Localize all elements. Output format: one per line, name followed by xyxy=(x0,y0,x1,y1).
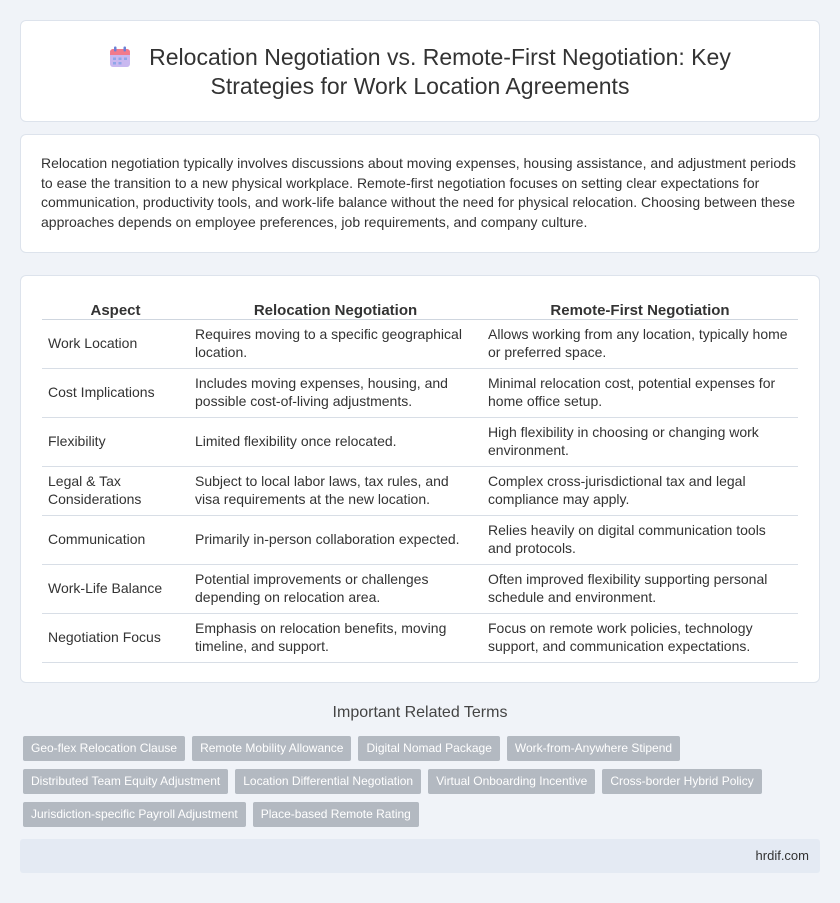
header-relocation: Relocation Negotiation xyxy=(189,297,482,319)
related-term-tag[interactable]: Geo-flex Relocation Clause xyxy=(23,736,185,761)
cell-remote-first: High flexibility in choosing or changing work environment. xyxy=(482,417,798,466)
page-title: Relocation Negotiation vs. Remote-First Negotiation: Key Strategies for Work Location Agreements xyxy=(149,44,731,99)
cell-aspect: Flexibility xyxy=(42,417,189,466)
related-term-tag[interactable]: Remote Mobility Allowance xyxy=(192,736,351,761)
comparison-table xyxy=(42,297,798,663)
related-term-tag[interactable]: Location Differential Negotiation xyxy=(235,769,421,794)
cell-relocation: Requires moving to a specific geographical location. xyxy=(189,319,482,368)
cell-aspect: Negotiation Focus xyxy=(42,613,189,662)
cell-relocation: Limited flexibility once relocated. xyxy=(189,417,482,466)
cell-relocation: Primarily in-person collaboration expected. xyxy=(189,515,482,564)
related-terms-title: Important Related Terms xyxy=(332,704,508,721)
related-term-tag[interactable]: Virtual Onboarding Incentive xyxy=(428,769,595,794)
cell-remote-first: Focus on remote work policies, technology support, and communication expectations. xyxy=(482,613,798,662)
related-term-tag[interactable]: Digital Nomad Package xyxy=(358,736,499,761)
related-term-tag[interactable]: Distributed Team Equity Adjustment xyxy=(23,769,228,794)
cell-relocation: Includes moving expenses, housing, and possible cost-of-living adjustments. xyxy=(189,368,482,417)
comparison-card xyxy=(20,275,820,683)
table-header-row xyxy=(42,297,798,319)
related-term-tag[interactable]: Jurisdiction-specific Payroll Adjustment xyxy=(23,802,246,827)
cell-remote-first: Often improved flexibility supporting personal schedule and environment. xyxy=(482,564,798,613)
cell-aspect: Cost Implications xyxy=(42,368,189,417)
cell-aspect: Work-Life Balance xyxy=(42,564,189,613)
table-row xyxy=(42,515,798,564)
title-card xyxy=(20,20,820,122)
related-terms-list xyxy=(23,736,803,827)
table-row xyxy=(42,368,798,417)
related-term-tag[interactable]: Place-based Remote Rating xyxy=(253,802,419,827)
header-aspect: Aspect xyxy=(42,297,189,319)
cell-relocation: Emphasis on relocation benefits, moving timeline, and support. xyxy=(189,613,482,662)
header-remote-first: Remote-First Negotiation xyxy=(482,297,798,319)
related-term-tag[interactable]: Cross-border Hybrid Policy xyxy=(602,769,761,794)
cell-remote-first: Allows working from any location, typically home or preferred space. xyxy=(482,319,798,368)
summary-text: Relocation negotiation typically involves discussions about moving expenses, housing assistance, and adjustment periods to ease the transition to a new physical workplace. Remote-first negotiation focuses on setting clear expectations for communication, productivity tools, and work-life balance without the need for physical relocation. Choosing between these approaches depends on employee preferences, job requirements, and company culture. xyxy=(41,155,796,230)
cell-aspect: Work Location xyxy=(42,319,189,368)
related-term-tag[interactable]: Work-from-Anywhere Stipend xyxy=(507,736,680,761)
cell-aspect: Communication xyxy=(42,515,189,564)
cell-aspect: Legal & Tax Considerations xyxy=(42,466,189,515)
table-row xyxy=(42,319,798,368)
cell-remote-first: Minimal relocation cost, potential expenses for home office setup. xyxy=(482,368,798,417)
cell-relocation: Potential improvements or challenges depending on relocation area. xyxy=(189,564,482,613)
page-title-wrap xyxy=(21,43,819,101)
table-row xyxy=(42,564,798,613)
footer-site[interactable]: hrdif.com xyxy=(755,848,809,863)
table-row xyxy=(42,466,798,515)
calendar-icon xyxy=(109,46,131,68)
footer xyxy=(20,839,820,873)
cell-remote-first: Relies heavily on digital communication tools and protocols. xyxy=(482,515,798,564)
table-row xyxy=(42,613,798,662)
summary-card xyxy=(20,134,820,253)
cell-remote-first: Complex cross-jurisdictional tax and legal compliance may apply. xyxy=(482,466,798,515)
cell-relocation: Subject to local labor laws, tax rules, and visa requirements at the new location. xyxy=(189,466,482,515)
table-row xyxy=(42,417,798,466)
